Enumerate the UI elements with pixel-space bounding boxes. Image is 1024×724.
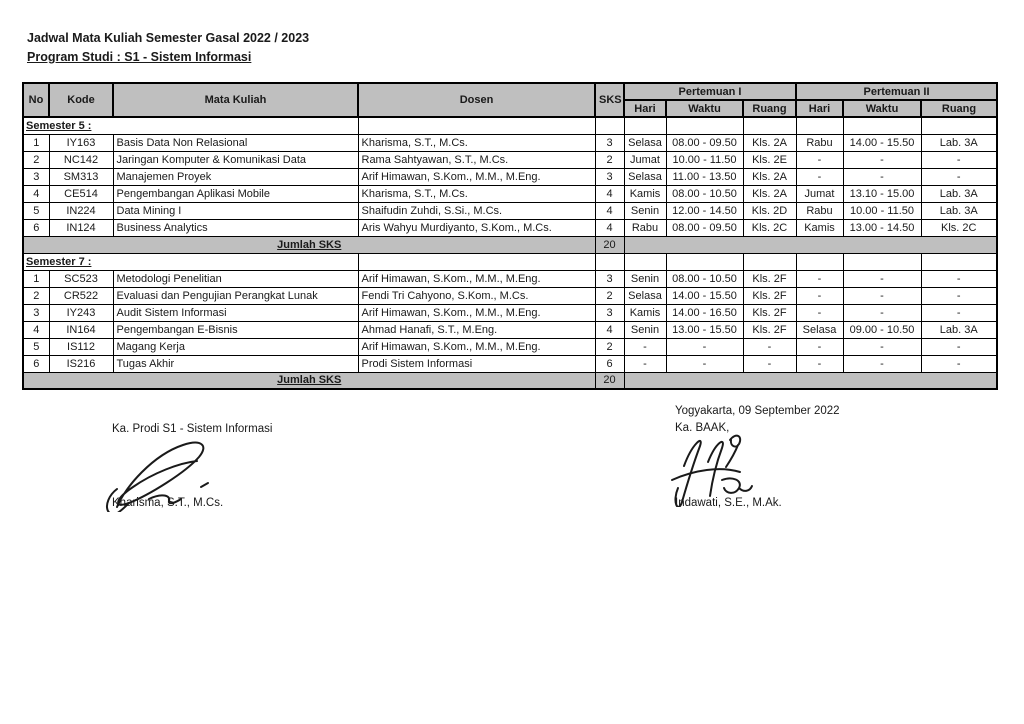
left-signer-name: Kharisma, S.T., M.Cs. — [112, 497, 224, 509]
cell-ruang-1: - — [743, 338, 796, 355]
cell-ruang-2: - — [921, 270, 997, 287]
cell-ruang-1: Kls. 2F — [743, 270, 796, 287]
cell-sks: 4 — [595, 321, 624, 338]
empty-cell — [358, 253, 595, 270]
cell-hari-2: - — [796, 270, 843, 287]
cell-hari-1: Senin — [624, 321, 666, 338]
cell-waktu-1: 08.00 - 09.50 — [666, 219, 743, 236]
semester-section-label: Semester 7 : — [23, 253, 358, 270]
col-header-kode: Kode — [49, 83, 113, 117]
cell-waktu-1: - — [666, 355, 743, 372]
cell-hari-1: Kamis — [624, 304, 666, 321]
jumlah-sks-row — [23, 372, 997, 389]
empty-cell — [624, 117, 666, 134]
cell-ruang-1: Kls. 2A — [743, 168, 796, 185]
empty-cell — [921, 117, 997, 134]
cell-waktu-1: 14.00 - 16.50 — [666, 304, 743, 321]
cell-hari-2: Rabu — [796, 134, 843, 151]
cell-waktu-1: 13.00 - 15.50 — [666, 321, 743, 338]
cell-hari-1: Jumat — [624, 151, 666, 168]
cell-hari-2: Selasa — [796, 321, 843, 338]
cell-mata-kuliah: Evaluasi dan Pengujian Perangkat Lunak — [113, 287, 358, 304]
cell-no: 5 — [23, 202, 49, 219]
empty-cell — [796, 117, 843, 134]
cell-no: 5 — [23, 338, 49, 355]
cell-waktu-2: - — [843, 355, 921, 372]
cell-hari-2: Jumat — [796, 185, 843, 202]
cell-hari-2: - — [796, 151, 843, 168]
cell-ruang-1: Kls. 2C — [743, 219, 796, 236]
cell-hari-2: - — [796, 287, 843, 304]
cell-waktu-2: 10.00 - 11.50 — [843, 202, 921, 219]
cell-ruang-2: - — [921, 151, 997, 168]
cell-mata-kuliah: Data Mining I — [113, 202, 358, 219]
right-signer-role: Ka. BAAK, — [675, 422, 730, 434]
document-title: Jadwal Mata Kuliah Semester Gasal 2022 / 2023 — [27, 31, 310, 45]
cell-waktu-1: 08.00 - 10.50 — [666, 270, 743, 287]
cell-no: 6 — [23, 355, 49, 372]
place-and-date: Yogyakarta, 09 September 2022 — [675, 405, 840, 417]
cell-waktu-2: - — [843, 338, 921, 355]
cell-waktu-2: - — [843, 270, 921, 287]
cell-kode: IS112 — [49, 338, 113, 355]
cell-ruang-2: - — [921, 355, 997, 372]
cell-kode: IN164 — [49, 321, 113, 338]
cell-sks: 3 — [595, 134, 624, 151]
cell-dosen: Kharisma, S.T., M.Cs. — [358, 134, 595, 151]
cell-sks: 6 — [595, 355, 624, 372]
cell-ruang-1: Kls. 2A — [743, 185, 796, 202]
cell-waktu-2: - — [843, 168, 921, 185]
cell-hari-1: - — [624, 355, 666, 372]
cell-ruang-1: Kls. 2D — [743, 202, 796, 219]
cell-waktu-2: 09.00 - 10.50 — [843, 321, 921, 338]
cell-kode: NC142 — [49, 151, 113, 168]
cell-sks: 2 — [595, 338, 624, 355]
course-row — [23, 202, 997, 219]
cell-mata-kuliah: Metodologi Penelitian — [113, 270, 358, 287]
jumlah-sks-value: 20 — [595, 372, 624, 389]
cell-kode: SM313 — [49, 168, 113, 185]
cell-kode: IN224 — [49, 202, 113, 219]
col-header-dosen: Dosen — [358, 83, 595, 117]
cell-ruang-2: - — [921, 168, 997, 185]
course-row — [23, 270, 997, 287]
col-header-ruang-2: Ruang — [921, 100, 997, 117]
cell-hari-1: Selasa — [624, 134, 666, 151]
cell-hari-1: Kamis — [624, 185, 666, 202]
cell-ruang-1: Kls. 2A — [743, 134, 796, 151]
cell-hari-2: Rabu — [796, 202, 843, 219]
cell-dosen: Arif Himawan, S.Kom., M.M., M.Eng. — [358, 338, 595, 355]
empty-cell — [358, 117, 595, 134]
cell-hari-1: Selasa — [624, 287, 666, 304]
course-row — [23, 134, 997, 151]
cell-ruang-1: - — [743, 355, 796, 372]
cell-hari-1: Senin — [624, 270, 666, 287]
cell-no: 1 — [23, 270, 49, 287]
cell-ruang-2: - — [921, 304, 997, 321]
cell-waktu-1: 12.00 - 14.50 — [666, 202, 743, 219]
course-row — [23, 321, 997, 338]
jumlah-sks-value: 20 — [595, 236, 624, 253]
semester-section-row — [23, 117, 997, 134]
cell-kode: IY163 — [49, 134, 113, 151]
course-row — [23, 219, 997, 236]
cell-ruang-2: Lab. 3A — [921, 202, 997, 219]
schedule-table-header — [23, 83, 997, 117]
cell-waktu-1: 08.00 - 09.50 — [666, 134, 743, 151]
cell-mata-kuliah: Audit Sistem Informasi — [113, 304, 358, 321]
col-header-waktu-1: Waktu — [666, 100, 743, 117]
cell-sks: 3 — [595, 168, 624, 185]
cell-waktu-2: - — [843, 287, 921, 304]
cell-ruang-1: Kls. 2E — [743, 151, 796, 168]
jumlah-row-filler — [624, 372, 997, 389]
cell-hari-2: - — [796, 338, 843, 355]
cell-mata-kuliah: Jaringan Komputer & Komunikasi Data — [113, 151, 358, 168]
cell-hari-2: - — [796, 304, 843, 321]
cell-mata-kuliah: Business Analytics — [113, 219, 358, 236]
cell-dosen: Rama Sahtyawan, S.T., M.Cs. — [358, 151, 595, 168]
cell-no: 2 — [23, 151, 49, 168]
cell-mata-kuliah: Manajemen Proyek — [113, 168, 358, 185]
course-row — [23, 287, 997, 304]
cell-sks: 4 — [595, 185, 624, 202]
empty-cell — [921, 253, 997, 270]
cell-ruang-2: Lab. 3A — [921, 185, 997, 202]
empty-cell — [595, 253, 624, 270]
cell-ruang-2: - — [921, 287, 997, 304]
cell-kode: CR522 — [49, 287, 113, 304]
col-header-pertemuan-1: Pertemuan I — [624, 83, 796, 100]
col-header-waktu-2: Waktu — [843, 100, 921, 117]
cell-sks: 4 — [595, 202, 624, 219]
cell-no: 4 — [23, 321, 49, 338]
cell-waktu-2: - — [843, 304, 921, 321]
course-row — [23, 355, 997, 372]
cell-dosen: Arif Himawan, S.Kom., M.M., M.Eng. — [358, 168, 595, 185]
course-row — [23, 338, 997, 355]
cell-ruang-2: Lab. 3A — [921, 321, 997, 338]
empty-cell — [843, 253, 921, 270]
cell-ruang-1: Kls. 2F — [743, 321, 796, 338]
col-header-sks: SKS — [595, 83, 624, 117]
empty-cell — [624, 253, 666, 270]
cell-hari-2: - — [796, 355, 843, 372]
signature-right — [668, 432, 763, 507]
cell-waktu-1: 11.00 - 13.50 — [666, 168, 743, 185]
semester-section-label: Semester 5 : — [23, 117, 358, 134]
cell-sks: 2 — [595, 151, 624, 168]
course-row — [23, 185, 997, 202]
cell-waktu-2: 13.10 - 15.00 — [843, 185, 921, 202]
semester-section-row — [23, 253, 997, 270]
cell-no: 6 — [23, 219, 49, 236]
cell-sks: 4 — [595, 219, 624, 236]
empty-cell — [666, 253, 743, 270]
cell-ruang-1: Kls. 2F — [743, 287, 796, 304]
cell-kode: IS216 — [49, 355, 113, 372]
cell-mata-kuliah: Magang Kerja — [113, 338, 358, 355]
cell-ruang-2: Kls. 2C — [921, 219, 997, 236]
cell-sks: 3 — [595, 270, 624, 287]
cell-mata-kuliah: Basis Data Non Relasional — [113, 134, 358, 151]
cell-waktu-1: 14.00 - 15.50 — [666, 287, 743, 304]
cell-waktu-1: 10.00 - 11.50 — [666, 151, 743, 168]
right-signer-name: Indawati, S.E., M.Ak. — [675, 497, 782, 509]
cell-hari-1: Rabu — [624, 219, 666, 236]
empty-cell — [595, 117, 624, 134]
cell-kode: IY243 — [49, 304, 113, 321]
cell-sks: 2 — [595, 287, 624, 304]
course-row — [23, 168, 997, 185]
cell-no: 3 — [23, 304, 49, 321]
jumlah-sks-row — [23, 236, 997, 253]
cell-no: 3 — [23, 168, 49, 185]
cell-mata-kuliah: Pengembangan E-Bisnis — [113, 321, 358, 338]
col-header-ruang-1: Ruang — [743, 100, 796, 117]
schedule-table — [22, 82, 998, 390]
course-row — [23, 304, 997, 321]
course-row — [23, 151, 997, 168]
cell-hari-1: - — [624, 338, 666, 355]
cell-ruang-2: Lab. 3A — [921, 134, 997, 151]
cell-kode: SC523 — [49, 270, 113, 287]
cell-dosen: Kharisma, S.T., M.Cs. — [358, 185, 595, 202]
col-header-hari-2: Hari — [796, 100, 843, 117]
cell-dosen: Ahmad Hanafi, S.T., M.Eng. — [358, 321, 595, 338]
left-signer-role: Ka. Prodi S1 - Sistem Informasi — [112, 423, 273, 435]
cell-kode: CE514 — [49, 185, 113, 202]
cell-mata-kuliah: Tugas Akhir — [113, 355, 358, 372]
cell-hari-1: Senin — [624, 202, 666, 219]
cell-ruang-1: Kls. 2F — [743, 304, 796, 321]
cell-no: 2 — [23, 287, 49, 304]
cell-waktu-1: - — [666, 338, 743, 355]
cell-kode: IN124 — [49, 219, 113, 236]
cell-ruang-2: - — [921, 338, 997, 355]
cell-dosen: Arif Himawan, S.Kom., M.M., M.Eng. — [358, 304, 595, 321]
empty-cell — [743, 253, 796, 270]
empty-cell — [843, 117, 921, 134]
cell-hari-1: Selasa — [624, 168, 666, 185]
cell-waktu-1: 08.00 - 10.50 — [666, 185, 743, 202]
cell-sks: 3 — [595, 304, 624, 321]
cell-waktu-2: - — [843, 151, 921, 168]
cell-no: 4 — [23, 185, 49, 202]
cell-dosen: Shaifudin Zuhdi, S.Si., M.Cs. — [358, 202, 595, 219]
jumlah-sks-label: Jumlah SKS — [23, 236, 595, 253]
program-studi-subtitle: Program Studi : S1 - Sistem Informasi — [27, 50, 252, 64]
col-header-mata-kuliah: Mata Kuliah — [113, 83, 358, 117]
cell-no: 1 — [23, 134, 49, 151]
empty-cell — [743, 117, 796, 134]
cell-dosen: Aris Wahyu Murdiyanto, S.Kom., M.Cs. — [358, 219, 595, 236]
cell-dosen: Fendi Tri Cahyono, S.Kom., M.Cs. — [358, 287, 595, 304]
col-header-no: No — [23, 83, 49, 117]
col-header-hari-1: Hari — [624, 100, 666, 117]
cell-hari-2: Kamis — [796, 219, 843, 236]
jumlah-sks-label: Jumlah SKS — [23, 372, 595, 389]
schedule-table-body — [23, 117, 997, 389]
col-header-pertemuan-2: Pertemuan II — [796, 83, 997, 100]
cell-waktu-2: 13.00 - 14.50 — [843, 219, 921, 236]
empty-cell — [796, 253, 843, 270]
cell-waktu-2: 14.00 - 15.50 — [843, 134, 921, 151]
cell-dosen: Prodi Sistem Informasi — [358, 355, 595, 372]
cell-dosen: Arif Himawan, S.Kom., M.M., M.Eng. — [358, 270, 595, 287]
cell-hari-2: - — [796, 168, 843, 185]
jumlah-row-filler — [624, 236, 997, 253]
cell-mata-kuliah: Pengembangan Aplikasi Mobile — [113, 185, 358, 202]
empty-cell — [666, 117, 743, 134]
